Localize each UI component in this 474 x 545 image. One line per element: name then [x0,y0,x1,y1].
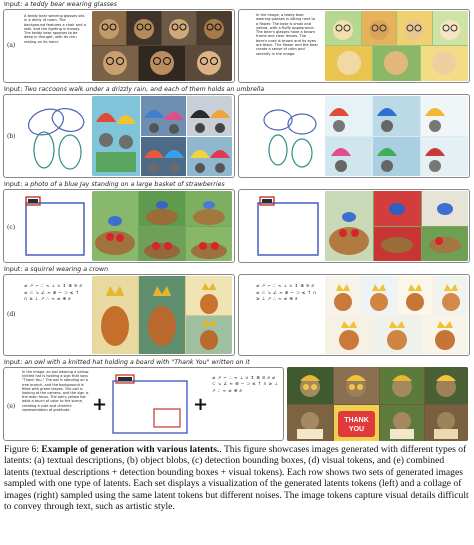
owl-thank-you-collage [287,367,468,441]
row-a-right-text: In the image, a teddy bear wearing glasses is sitting next to a flower. The bear is small and yellow, with a fluffy appearance. The bear's glasses have a brown frame and clear lenses. The bear's nose is brown and its eyes are black. The flower and the bear create a sense of calm and serenity in the image. [256,13,318,56]
row-a-prompt [4,1,117,8]
caption-title: Example of generation with various latents. [41,444,220,455]
row-d-right-collage [325,276,468,354]
prompt-prefix: Input: [4,86,25,93]
plus-sign-1: + [92,394,108,415]
prompt-text: Two raccoons walk under a drizzly rain, and each of them holds an umbrella [24,86,265,93]
row-d-visual-tokens-left: ≠ ↗ ⌐ ∴ ≈ ⊥ ∪ ↕ ⊕ ≡ ∂ ≠ ⊂ ↘ ∠ ≈ ⊗ ∼ ⊃ ≤ ↑ ∩ ≥ ⊥ ↗ ∴ ≈ ≠ ⊕ ∂ [24,284,83,302]
prompt-prefix: Input: [4,181,25,188]
cartoon-squirrel-collage [325,276,468,354]
row-a-right-collage [325,11,468,81]
prompt-prefix: Input: [4,359,25,366]
row-a-letter: (a) [7,42,16,49]
row-b-left-collage [92,96,232,176]
prompt-text: a squirrel wearing a crown [24,266,109,273]
thank-you-sign-text-1: THANK [344,417,369,424]
caption-body: . This figure showcases images generated with different types of latents: (a) textual descriptions, (b) object blobs, (c) detection bounding boxes, (d) visual tokens, and (e) combined latents (textual descriptions + detection bounding boxes + visual tokens). Each row shows two sets of generated images sampled with one type of latents. Each set displays a visualization of the generated latents tokens (left) and a collage of images (right) sampled using the same latent tokens but different noises. The image tokens capture visual details difficult to convey through text, such as artistic style. [4,444,469,513]
prompt-text: a photo of a blue Jay standing on a large basket of strawberries [24,181,225,188]
row-b-right-collage [325,96,468,176]
figure-caption [4,444,470,512]
row-c-prompt [4,181,225,188]
row-c-left-collage [92,191,232,261]
row-e-visual-tokens: ≠ ↗ ⌐ ∴ ≈ ⊥ ∪ ↕ ⊕ ≡ ∂ ≠ ⊂ ↘ ∠ ≈ ⊗ ∼ ⊃ ≤ ↑ ∩ ≥ ⊥ ↗ ∴ ≈ ≠ ⊕ ∂ [212,376,279,394]
plus-sign-2: + [193,394,209,415]
row-e-text-latent: In the image, an owl wearing a yellow knitted hat is holding a sign that says "Thank You." The owl is standing on a tree branch, and the background is filled with green leaves. The owl is looking at the camera, and the sign is the main focus. The owl's yellow hat adds a touch of color to the scene, creating a cute and cheerful representation of gratitude. [22,370,89,412]
teddy-bear-collage [92,11,232,81]
raccoon-umbrella-collage [92,96,232,176]
row-e-collage [287,367,468,441]
row-b-prompt [4,86,264,93]
prompt-prefix: Input: [4,266,25,273]
teddy-flower-collage [325,11,468,81]
row-d-visual-tokens-right: ≠ ↗ ⌐ ∴ ≈ ⊥ ∪ ↕ ⊕ ≡ ∂ ≠ ⊂ ↘ ∠ ≈ ⊗ ∼ ⊃ ≤ ↑ ∩ ≥ ⊥ ↗ ∴ ≈ ≠ ⊕ ∂ [256,284,317,302]
row-d-prompt [4,266,108,273]
raccoon-rain-collage [325,96,468,176]
bluejay-strawberry-collage [92,191,232,261]
row-e-letter: (e) [7,403,16,410]
bbox-layout-left [22,193,90,259]
row-d-left-collage [92,276,232,354]
row-d-letter: (d) [7,311,16,318]
row-a-left-text: A teddy bear wearing glasses sits in a dimly lit room. The background features a chair and a wall, and the lighting is moody. The teddy bear appears to be deep in thought, with its chin resting on its hand. [24,14,86,44]
row-c-letter: (c) [7,224,16,231]
object-blobs-left [22,98,90,174]
row-c-right-collage [325,191,468,261]
row-b-letter: (b) [7,133,16,140]
prompt-prefix: Input: [4,1,25,8]
bbox-layout-right [256,193,322,259]
object-blobs-right [258,98,322,174]
figure-number: Figure 6: [4,444,42,455]
row-a-left-collage [92,11,232,81]
prompt-text: an owl with a knitted hat holding a board with "Thank You" written on it [24,359,250,366]
thank-you-sign-text-2: YOU [348,426,365,433]
row-e-prompt [4,359,250,366]
prompt-text: a teddy bear wearing glasses [24,1,118,8]
bluejay-basket-collage [325,191,468,261]
squirrel-crown-collage [92,276,232,354]
row-e-bbox-latent [110,371,190,437]
